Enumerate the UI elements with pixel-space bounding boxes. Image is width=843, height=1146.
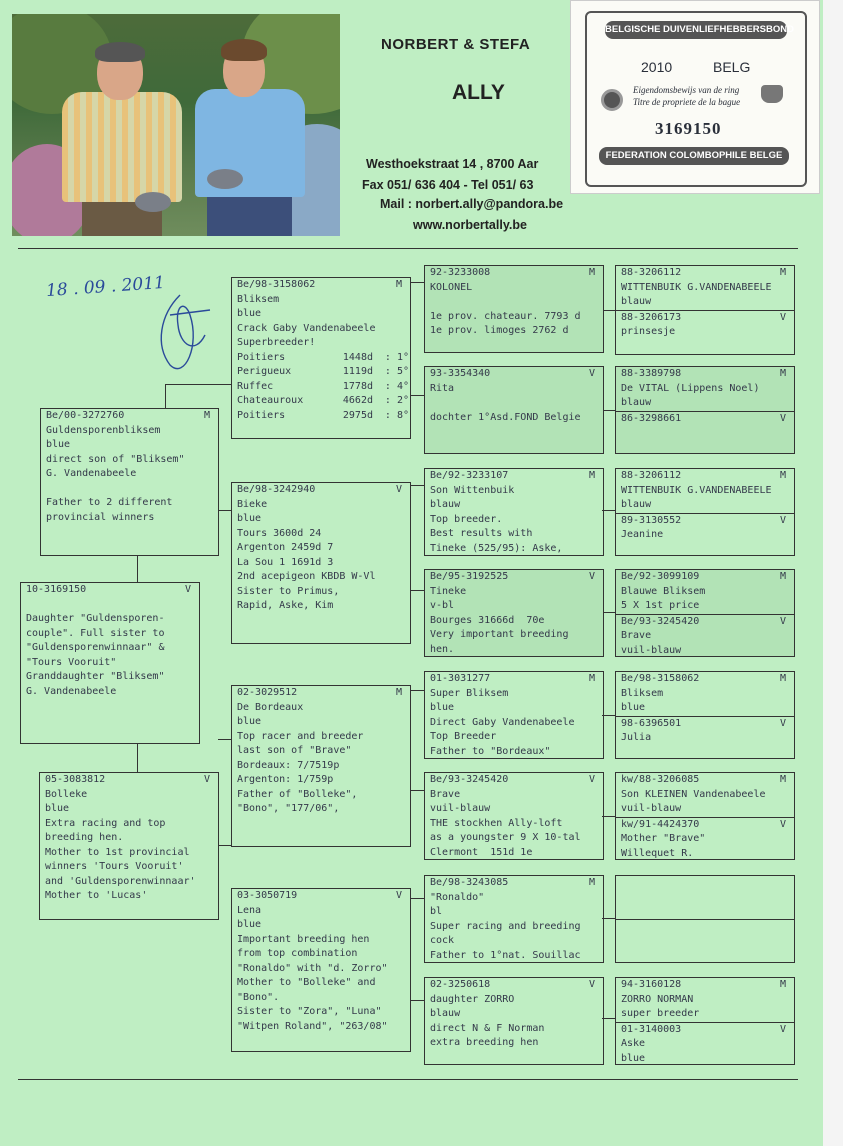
info-line: Best results with	[430, 528, 533, 539]
info-line: blauw	[621, 397, 652, 408]
ring-number: 10-3169150	[26, 584, 87, 595]
info-line: 1e prov. limoges 2762 d	[430, 325, 569, 336]
ring-number: 03-3050719	[237, 890, 298, 901]
ring-number: Be/98-3158062	[237, 279, 316, 290]
signature-icon	[150, 285, 220, 395]
connector	[410, 1000, 424, 1001]
sex: V	[395, 484, 402, 495]
ring-country: BELG	[713, 59, 751, 75]
connector	[165, 384, 231, 385]
ring-number: 94-3160128	[621, 979, 682, 990]
sex: V	[588, 571, 595, 582]
info-line: Important breeding hen	[237, 933, 370, 945]
ring-number: Be/93-3245420	[621, 615, 700, 627]
info-line: Rita	[430, 382, 455, 394]
footer-divider	[18, 1079, 798, 1080]
sex: V	[395, 890, 402, 901]
pedigree-sdd	[424, 569, 604, 657]
connector	[165, 385, 166, 408]
handwritten-date: 18 . 09 . 2011	[45, 272, 166, 302]
sex: V	[588, 368, 595, 379]
info-line: Aske	[621, 1038, 646, 1049]
info-line: and 'Guldensporenwinnaar'	[45, 875, 196, 887]
info-line: De Bordeaux	[237, 701, 304, 713]
ring-number: 86-3298661	[621, 412, 682, 424]
info-line: Blauwe Bliksem	[621, 585, 706, 597]
header-divider	[18, 248, 798, 249]
pedigree-gen4-pair	[615, 977, 795, 1065]
info-line: Granddaughter "Bliksem"	[26, 671, 165, 682]
info-line: Son KLEINEN Vandenabeele	[621, 788, 766, 800]
pedigree-dsd	[424, 772, 604, 860]
info-line: blue	[45, 803, 70, 814]
breeder-names: NORBERT & STEFA	[381, 36, 531, 53]
info-line: blue	[430, 702, 455, 713]
info-line: Mother "Brave"	[621, 833, 706, 844]
info-line: 1e prov. chateaur. 7793 d	[430, 310, 581, 322]
info-line: G. Vandenabeele	[26, 685, 117, 697]
ring-number: 98-6396501	[621, 717, 682, 729]
ring-number: 01-3140003	[621, 1023, 682, 1035]
connector	[410, 590, 424, 591]
sex: V	[779, 514, 786, 526]
ring-number: 93-3354340	[430, 368, 491, 379]
info-line: Super Bliksem	[430, 687, 509, 699]
info-line: hen.	[430, 643, 455, 655]
email: Mail : norbert.ally@pandora.be	[380, 197, 564, 211]
info-line: WITTENBUIK G.VANDENABEELE	[621, 484, 772, 496]
pedigree-ssd	[424, 366, 604, 454]
info-line: blue	[237, 716, 262, 727]
ring-number: Be/92-3233107	[430, 470, 509, 481]
pedigree-dss	[424, 671, 604, 759]
connector	[410, 395, 424, 396]
sex: V	[779, 818, 786, 830]
info-line: v-bl	[430, 600, 455, 611]
ring-number: Be/98-3243085	[430, 877, 509, 888]
sex: M	[588, 267, 595, 278]
sex: M	[588, 470, 595, 481]
info-line: 2nd acepigeon KBDB W-Vl	[237, 571, 376, 582]
connector	[410, 790, 424, 791]
pedigree-sds	[424, 468, 604, 556]
info-line: blue	[621, 1052, 646, 1064]
info-line: Direct Gaby Vandenabeele	[430, 716, 575, 728]
race-result: Chateauroux 4662d : 2°	[237, 395, 409, 406]
ring-number: 88-3389798	[621, 368, 682, 379]
pedigree-gen4-pair	[615, 366, 795, 454]
info-line: Bordeaux: 7/7519p	[237, 759, 340, 771]
info-line: Brave	[621, 630, 652, 641]
info-line: Mother to 'Lucas'	[45, 890, 148, 901]
info-line: Argenton: 1/759p	[237, 774, 334, 785]
info-line: Daughter "Guldensporen-	[26, 613, 165, 624]
info-line: bl	[430, 906, 443, 917]
info-line: Bolleke	[45, 788, 88, 800]
pedigree-sire	[40, 408, 219, 556]
info-line: "Bono", "177/06",	[237, 803, 340, 814]
pedigree-sire-sire	[231, 277, 411, 439]
info-line: Bieke	[237, 498, 268, 510]
info-line: Brave	[430, 788, 461, 800]
info-line: Willequet R.	[621, 847, 694, 859]
info-line: Sister to Primus,	[237, 585, 340, 597]
info-line: Tours 3600d 24	[237, 527, 322, 539]
info-line: dochter 1°Asd.FOND Belgie	[430, 411, 581, 423]
sex: M	[203, 410, 210, 421]
ring-number: Be/95-3192525	[430, 571, 509, 582]
pedigree-sss	[424, 265, 604, 353]
info-line: G. Vandenabeele	[46, 468, 137, 479]
sex: M	[395, 687, 402, 698]
ring-certificate	[570, 0, 820, 194]
ring-number: 88-3206173	[621, 311, 682, 323]
info-line	[41, 482, 218, 497]
info-line: direct son of "Bliksem"	[46, 453, 185, 465]
ring-bottom-banner: FEDERATION COLOMBOPHILE BELGE	[599, 147, 789, 165]
sex: M	[588, 673, 595, 684]
info-line: Mother to "Bolleke" and	[237, 977, 376, 988]
info-line: winners 'Tours Vooruit'	[45, 861, 184, 872]
info-line: blauw	[430, 499, 461, 510]
info-line: Super racing and breeding	[430, 920, 581, 932]
info-line: De VITAL (Lippens Noel)	[621, 382, 760, 394]
info-line: 5 X 1st price	[621, 600, 700, 611]
info-line: vuil-blauw	[430, 803, 491, 814]
info-line: from top combination	[237, 948, 358, 959]
info-line: Lena	[237, 904, 262, 916]
info-line: blauw	[621, 499, 652, 510]
info-line: Top breeder.	[430, 513, 503, 525]
ring-line-fr: Titre de propriete de la bague	[633, 97, 741, 107]
fax-tel: Fax 051/ 636 404 - Tel 051/ 63	[362, 178, 534, 192]
info-line: Tineke (525/95): Aske,	[430, 542, 563, 554]
ring-number: 88-3206112	[621, 470, 682, 481]
ring-number: 02-3029512	[237, 687, 298, 698]
ring-number: kw/91-4424370	[621, 818, 700, 830]
race-result: Ruffec 1778d : 4°	[237, 380, 409, 392]
person-right	[187, 39, 307, 236]
ring-number: Be/98-3242940	[237, 484, 316, 495]
info-line: blauw	[430, 1008, 461, 1019]
info-line: Father to 2 different	[46, 497, 173, 508]
pedigree-gen4-pair	[615, 569, 795, 657]
info-line: "Ronaldo"	[430, 891, 485, 903]
info-line: Bliksem	[621, 687, 664, 699]
ring-year: 2010	[641, 59, 673, 75]
info-line: extra breeding hen	[430, 1037, 539, 1048]
connector	[410, 690, 424, 691]
connector	[137, 555, 138, 582]
sex: V	[588, 979, 595, 990]
ring-number: 01-3031277	[430, 673, 491, 684]
sex: M	[779, 267, 786, 278]
info-line: Bourges 31666d 70e	[430, 614, 545, 626]
connector	[218, 739, 231, 740]
info-line: Son Wittenbuik	[430, 484, 515, 496]
info-line: blue	[237, 308, 262, 319]
ring-number: Be/92-3099109	[621, 571, 700, 582]
ring-number: 92-3233008	[430, 267, 491, 278]
info-line: Father to "Bordeaux"	[430, 745, 551, 757]
sex: M	[395, 279, 402, 290]
address: Westhoekstraat 14 , 8700 Aar	[366, 157, 539, 171]
info-line: vuil-blauw	[621, 644, 682, 656]
info-line: Guldensporenbliksem	[46, 424, 161, 436]
punch-hole-icon	[601, 89, 623, 111]
sex: V	[779, 412, 786, 424]
ring-number: 89-3130552	[621, 514, 682, 526]
info-line: couple". Full sister to	[26, 627, 165, 639]
connector	[410, 485, 424, 486]
race-result: Poitiers 1448d : 1°	[237, 351, 409, 363]
info-line: blue	[621, 702, 646, 713]
info-line: Very important breeding	[430, 629, 569, 640]
info-line: Top Breeder	[430, 731, 497, 742]
info-line: THE stockhen Ally-loft	[430, 817, 563, 829]
info-line: Jeanine	[621, 529, 664, 540]
ring-line-nl: Eigendomsbewijs van de ring	[633, 85, 740, 95]
sex: M	[779, 368, 786, 379]
info-line	[616, 426, 794, 441]
sex: M	[779, 673, 786, 684]
sex: M	[779, 470, 786, 481]
website: www.norbertally.be	[413, 218, 527, 232]
pedigree-dds	[424, 875, 604, 963]
pedigree-dam	[39, 772, 219, 920]
ring-number: kw/88-3206085	[621, 774, 700, 785]
sex: M	[779, 979, 786, 990]
info-line: Extra racing and top	[45, 817, 166, 829]
page-edge	[823, 0, 843, 1146]
info-line: blue	[237, 513, 262, 524]
connector	[218, 845, 231, 846]
sex: M	[779, 774, 786, 785]
breeders-photo	[12, 14, 340, 236]
info-line: KOLONEL	[430, 281, 473, 293]
info-line	[425, 396, 603, 411]
info-line: La Sou 1 1691d 3	[237, 556, 334, 568]
info-line: "Ronaldo" with "d. Zorro"	[237, 962, 388, 974]
pedigree-sire-dam	[231, 482, 411, 644]
person-left	[57, 44, 187, 236]
info-line: Rapid, Aske, Kim	[237, 600, 334, 611]
sex: M	[588, 877, 595, 888]
info-line: Sister to "Zora", "Luna"	[237, 1006, 382, 1017]
info-line: Top racer and breeder	[237, 730, 364, 742]
ring-number: 05-3083812	[45, 774, 106, 785]
connector	[410, 282, 424, 283]
pedigree-gen4-pair	[615, 671, 795, 759]
breeder-surname: ALLY	[452, 81, 505, 104]
info-line: vuil-blauw	[621, 803, 682, 814]
info-line: Clermont 151d 1e	[430, 846, 533, 858]
pedigree-dam-sire	[231, 685, 411, 847]
info-line: super breeder	[621, 1008, 700, 1019]
info-line: Tineke	[430, 585, 467, 597]
ring-top-banner: BELGISCHE DUIVENLIEFHEBBERSBOND	[605, 21, 787, 39]
pedigree-ddd	[424, 977, 604, 1065]
ring-number: Be/98-3158062	[621, 673, 700, 684]
crown-icon	[761, 85, 783, 103]
info-line: provincial winners	[46, 511, 155, 523]
info-line: breeding hen.	[45, 832, 124, 843]
race-result: Perigueux 1119d : 5°	[237, 366, 409, 377]
pedigree-gen4-pair	[615, 265, 795, 355]
info-line: as a youngster 9 X 10-tal	[430, 832, 581, 843]
sex: V	[588, 774, 595, 785]
info-line: blue	[237, 919, 262, 930]
info-line: "Witpen Roland", "263/08"	[237, 1020, 388, 1032]
pedigree-subject	[20, 582, 200, 744]
info-line: cock	[430, 935, 455, 946]
info-line: "Bono".	[237, 991, 280, 1003]
pedigree-gen4-pair	[615, 772, 795, 860]
sex: V	[779, 311, 786, 323]
info-line: Superbreeder!	[237, 337, 316, 348]
pedigree-gen4-pair-empty	[615, 875, 795, 963]
pedigree-dam-dam	[231, 888, 411, 1052]
ring-number: 88-3206112	[621, 267, 682, 278]
info-line: direct N & F Norman	[430, 1022, 545, 1034]
sex: V	[184, 584, 191, 595]
info-line: "Tours Vooruit"	[26, 656, 117, 668]
info-line	[425, 295, 603, 310]
info-line: ZORRO NORMAN	[621, 993, 694, 1005]
info-line: WITTENBUIK G.VANDENABEELE	[621, 281, 772, 293]
info-line	[21, 598, 199, 613]
info-line: Mother to 1st provincial	[45, 846, 190, 858]
info-line: prinsesje	[621, 326, 676, 337]
ring-number: 3169150	[655, 119, 722, 138]
sex: M	[779, 571, 786, 582]
sex: V	[203, 774, 210, 785]
info-line: Bliksem	[237, 293, 280, 305]
race-result: Poitiers 2975d : 8°	[237, 409, 409, 421]
info-line: daughter ZORRO	[430, 993, 515, 1005]
info-line: blauw	[621, 296, 652, 307]
info-line: Father of "Bolleke",	[237, 788, 358, 800]
info-line: Crack Gaby Vandenabeele	[237, 322, 376, 334]
sex: V	[779, 717, 786, 729]
sex: V	[779, 615, 786, 627]
sex: V	[779, 1023, 786, 1035]
info-line: "Guldensporenwinnaar" &	[26, 642, 165, 653]
info-line: blue	[46, 439, 71, 450]
connector	[137, 743, 138, 773]
connector	[410, 898, 424, 899]
connector	[218, 510, 231, 511]
info-line: Argenton 2459d 7	[237, 542, 334, 553]
info-line: last son of "Brave"	[237, 745, 352, 756]
info-line: Father to 1°nat. Souillac	[430, 949, 581, 961]
pedigree-gen4-pair	[615, 468, 795, 556]
ring-number: Be/93-3245420	[430, 774, 509, 785]
ring-number: 02-3250618	[430, 979, 491, 990]
info-line: Julia	[621, 732, 652, 743]
ring-number: Be/00-3272760	[46, 410, 125, 421]
